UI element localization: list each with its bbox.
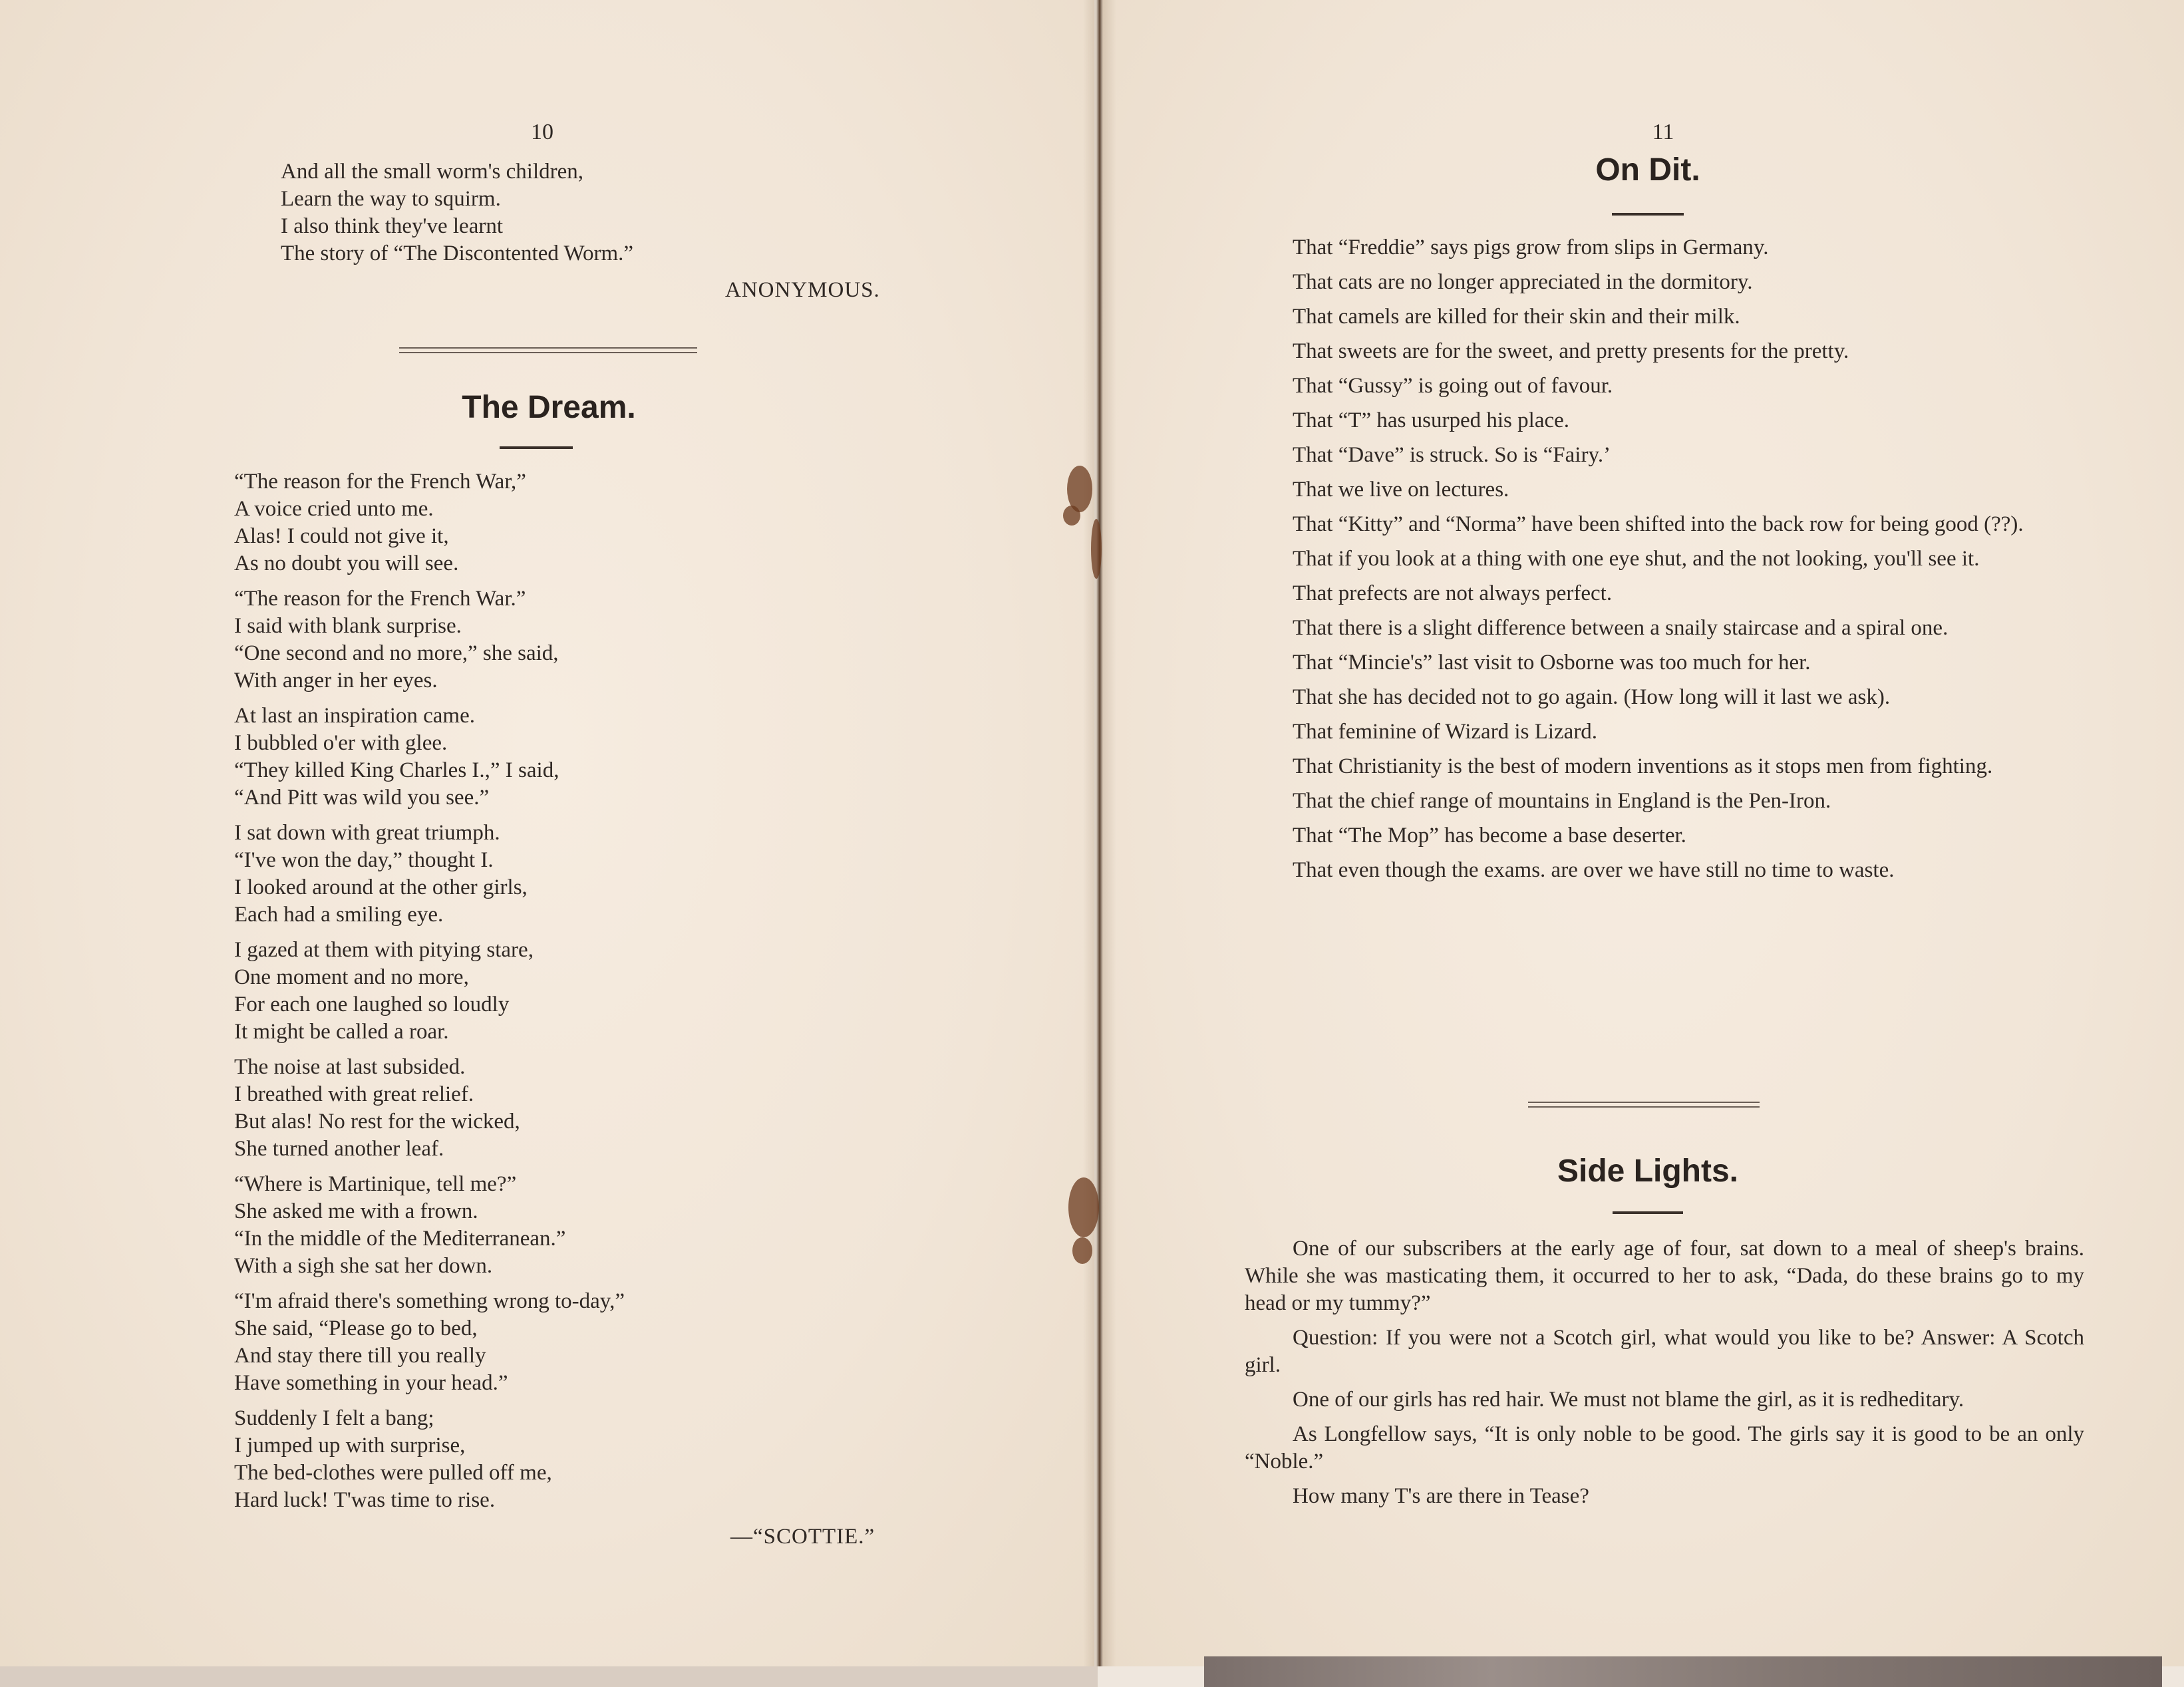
paragraph: One of our girls has red hair. We must not blame the girl, as it is redheditary. bbox=[1293, 1388, 1964, 1412]
verse-line: I said with blank surprise. bbox=[234, 614, 462, 638]
verse-line: Learn the way to squirm. bbox=[281, 187, 501, 211]
page-number-right: 11 bbox=[1652, 120, 1674, 144]
verse-line: The bed-clothes were pulled off me, bbox=[234, 1461, 552, 1485]
verse-line: “I'm afraid there's something wrong to-day,” bbox=[234, 1289, 625, 1313]
title-underline bbox=[1613, 1211, 1683, 1214]
verse-line: She turned another leaf. bbox=[234, 1137, 444, 1161]
verse-line: She said, “Please go to bed, bbox=[234, 1316, 478, 1340]
verse-line: One moment and no more, bbox=[234, 965, 469, 989]
page-number-left: 10 bbox=[531, 120, 553, 144]
paragraph: That camels are killed for their skin and their milk. bbox=[1293, 305, 1740, 329]
paragraph: As Longfellow says, “It is only noble to be good. The girls say it is good to be an only “Noble.” bbox=[1245, 1422, 2084, 1473]
paragraph: That cats are no longer appreciated in the dormitory. bbox=[1293, 270, 1753, 294]
paper-stain bbox=[1091, 519, 1102, 579]
verse-line: Hard luck! T'was time to rise. bbox=[234, 1488, 496, 1512]
verse-line: I gazed at them with pitying stare, bbox=[234, 938, 534, 962]
verse-line: “I've won the day,” thought I. bbox=[234, 848, 494, 872]
verse-line: I bubbled o'er with glee. bbox=[234, 731, 448, 755]
paper-stain bbox=[1068, 1177, 1099, 1237]
verse-line: “And Pitt was wild you see.” bbox=[234, 786, 490, 810]
verse-line: Suddenly I felt a bang; bbox=[234, 1406, 434, 1430]
verse-line: As no doubt you will see. bbox=[234, 551, 459, 575]
book-gutter bbox=[1083, 0, 1116, 1666]
verse-line: I also think they've learnt bbox=[281, 214, 504, 238]
paragraph: That the chief range of mountains in England is the Pen-Iron. bbox=[1293, 789, 1831, 813]
verse-line: A voice cried unto me. bbox=[234, 497, 434, 521]
verse-line: Have something in your head.” bbox=[234, 1371, 508, 1395]
paragraph: That feminine of Wizard is Lizard. bbox=[1293, 720, 1598, 744]
left-page bbox=[0, 0, 1094, 1666]
verse-line: “In the middle of the Mediterranean.” bbox=[234, 1227, 566, 1251]
poem-title: The Dream. bbox=[462, 390, 636, 425]
paragraph: That Christianity is the best of modern inventions as it stops men from fighting. bbox=[1293, 754, 1993, 778]
stanza bbox=[234, 1405, 625, 1514]
paragraph: That even though the exams. are over we have still no time to waste. bbox=[1293, 858, 1895, 882]
verse-line: With anger in her eyes. bbox=[234, 669, 438, 692]
paragraph: Question: If you were not a Scotch girl, what would you like to be? Answer: A Scotch girl. bbox=[1245, 1326, 2084, 1377]
intro-author: ANONYMOUS. bbox=[725, 278, 880, 302]
title-underline bbox=[1612, 213, 1684, 216]
verse-line: At last an inspiration came. bbox=[234, 704, 475, 728]
verse-line: Each had a smiling eye. bbox=[234, 903, 444, 927]
verse-line: The noise at last subsided. bbox=[234, 1055, 466, 1079]
verse-line: Alas! I could not give it, bbox=[234, 524, 449, 548]
paper-stain bbox=[1072, 1237, 1092, 1264]
paragraph: That prefects are not always perfect. bbox=[1293, 581, 1613, 605]
stanza bbox=[234, 468, 625, 577]
poem-body bbox=[234, 468, 625, 1522]
verse-line: And all the small worm's children, bbox=[281, 160, 584, 184]
paragraph: That there is a slight difference between a snaily staircase and a spiral one. bbox=[1293, 616, 1949, 640]
stanza bbox=[234, 585, 625, 694]
verse-line: For each one laughed so loudly bbox=[234, 993, 510, 1016]
paragraph: That “Freddie” says pigs grow from slips in Germany. bbox=[1293, 235, 1769, 259]
paragraph: That “T” has usurped his place. bbox=[1293, 408, 1570, 432]
paragraph: That she has decided not to go again. (How long will it last we ask). bbox=[1293, 685, 1891, 709]
intro-verse bbox=[281, 158, 633, 267]
paragraph: That “Dave” is struck. So is “Fairy.’ bbox=[1293, 443, 1611, 467]
on-dit-text bbox=[1245, 234, 2084, 891]
verse-line: “They killed King Charles I.,” I said, bbox=[234, 758, 559, 782]
stanza bbox=[234, 1054, 625, 1163]
paragraph: That we live on lectures. bbox=[1293, 478, 1509, 502]
stanza bbox=[234, 937, 625, 1046]
verse-line: I looked around at the other girls, bbox=[234, 875, 528, 899]
section-title-side-lights: Side Lights. bbox=[1557, 1153, 1738, 1189]
paragraph: That “Mincie's” last visit to Osborne was too much for her. bbox=[1293, 651, 1811, 675]
verse-line: “Where is Martinique, tell me?” bbox=[234, 1172, 517, 1196]
paragraph: That sweets are for the sweet, and pretty presents for the pretty. bbox=[1293, 339, 1849, 363]
verse-line: With a sigh she sat her down. bbox=[234, 1254, 493, 1278]
verse-line: “The reason for the French War,” bbox=[234, 470, 526, 494]
stanza bbox=[234, 1288, 625, 1397]
verse-line: It might be called a roar. bbox=[234, 1020, 449, 1044]
section-divider bbox=[399, 347, 697, 353]
stanza bbox=[234, 820, 625, 929]
stanza bbox=[234, 702, 625, 812]
section-title-on-dit: On Dit. bbox=[1595, 152, 1700, 188]
verse-line: The story of “The Discontented Worm.” bbox=[281, 241, 634, 265]
paragraph: That “Gussy” is going out of favour. bbox=[1293, 374, 1613, 398]
paper-stain bbox=[1063, 506, 1080, 526]
verse-line: “One second and no more,” she said, bbox=[234, 641, 559, 665]
paragraph: That “Kitty” and “Norma” have been shifted into the back row for being good (??). bbox=[1293, 512, 2024, 536]
verse-line: She asked me with a frown. bbox=[234, 1199, 478, 1223]
bottom-page-edge bbox=[0, 1666, 1098, 1687]
side-lights-text bbox=[1245, 1235, 2084, 1517]
verse-line: I breathed with great relief. bbox=[234, 1082, 474, 1106]
paragraph: How many T's are there in Tease? bbox=[1293, 1484, 1589, 1508]
right-page bbox=[1102, 0, 2184, 1666]
verse-line: “The reason for the French War.” bbox=[234, 587, 526, 611]
poem-author: —“SCOTTIE.” bbox=[730, 1525, 875, 1549]
paragraph: That if you look at a thing with one eye shut, and the not looking, you'll see it. bbox=[1293, 547, 1980, 571]
verse-line: But alas! No rest for the wicked, bbox=[234, 1110, 520, 1134]
verse-line: And stay there till you really bbox=[234, 1344, 486, 1368]
verse-line: I sat down with great triumph. bbox=[234, 821, 500, 845]
paragraph: That “The Mop” has become a base deserter. bbox=[1293, 824, 1686, 847]
section-divider bbox=[1528, 1102, 1760, 1108]
stanza bbox=[234, 1171, 625, 1280]
title-underline bbox=[500, 446, 573, 449]
verse-line: I jumped up with surprise, bbox=[234, 1434, 466, 1457]
bottom-page-edge bbox=[1204, 1656, 2162, 1687]
paragraph: One of our subscribers at the early age of four, sat down to a meal of sheep's brains. While she was masticating them, it occurred to her to ask, “Dada, do these brains go to my head or my tummy?” bbox=[1245, 1237, 2084, 1315]
